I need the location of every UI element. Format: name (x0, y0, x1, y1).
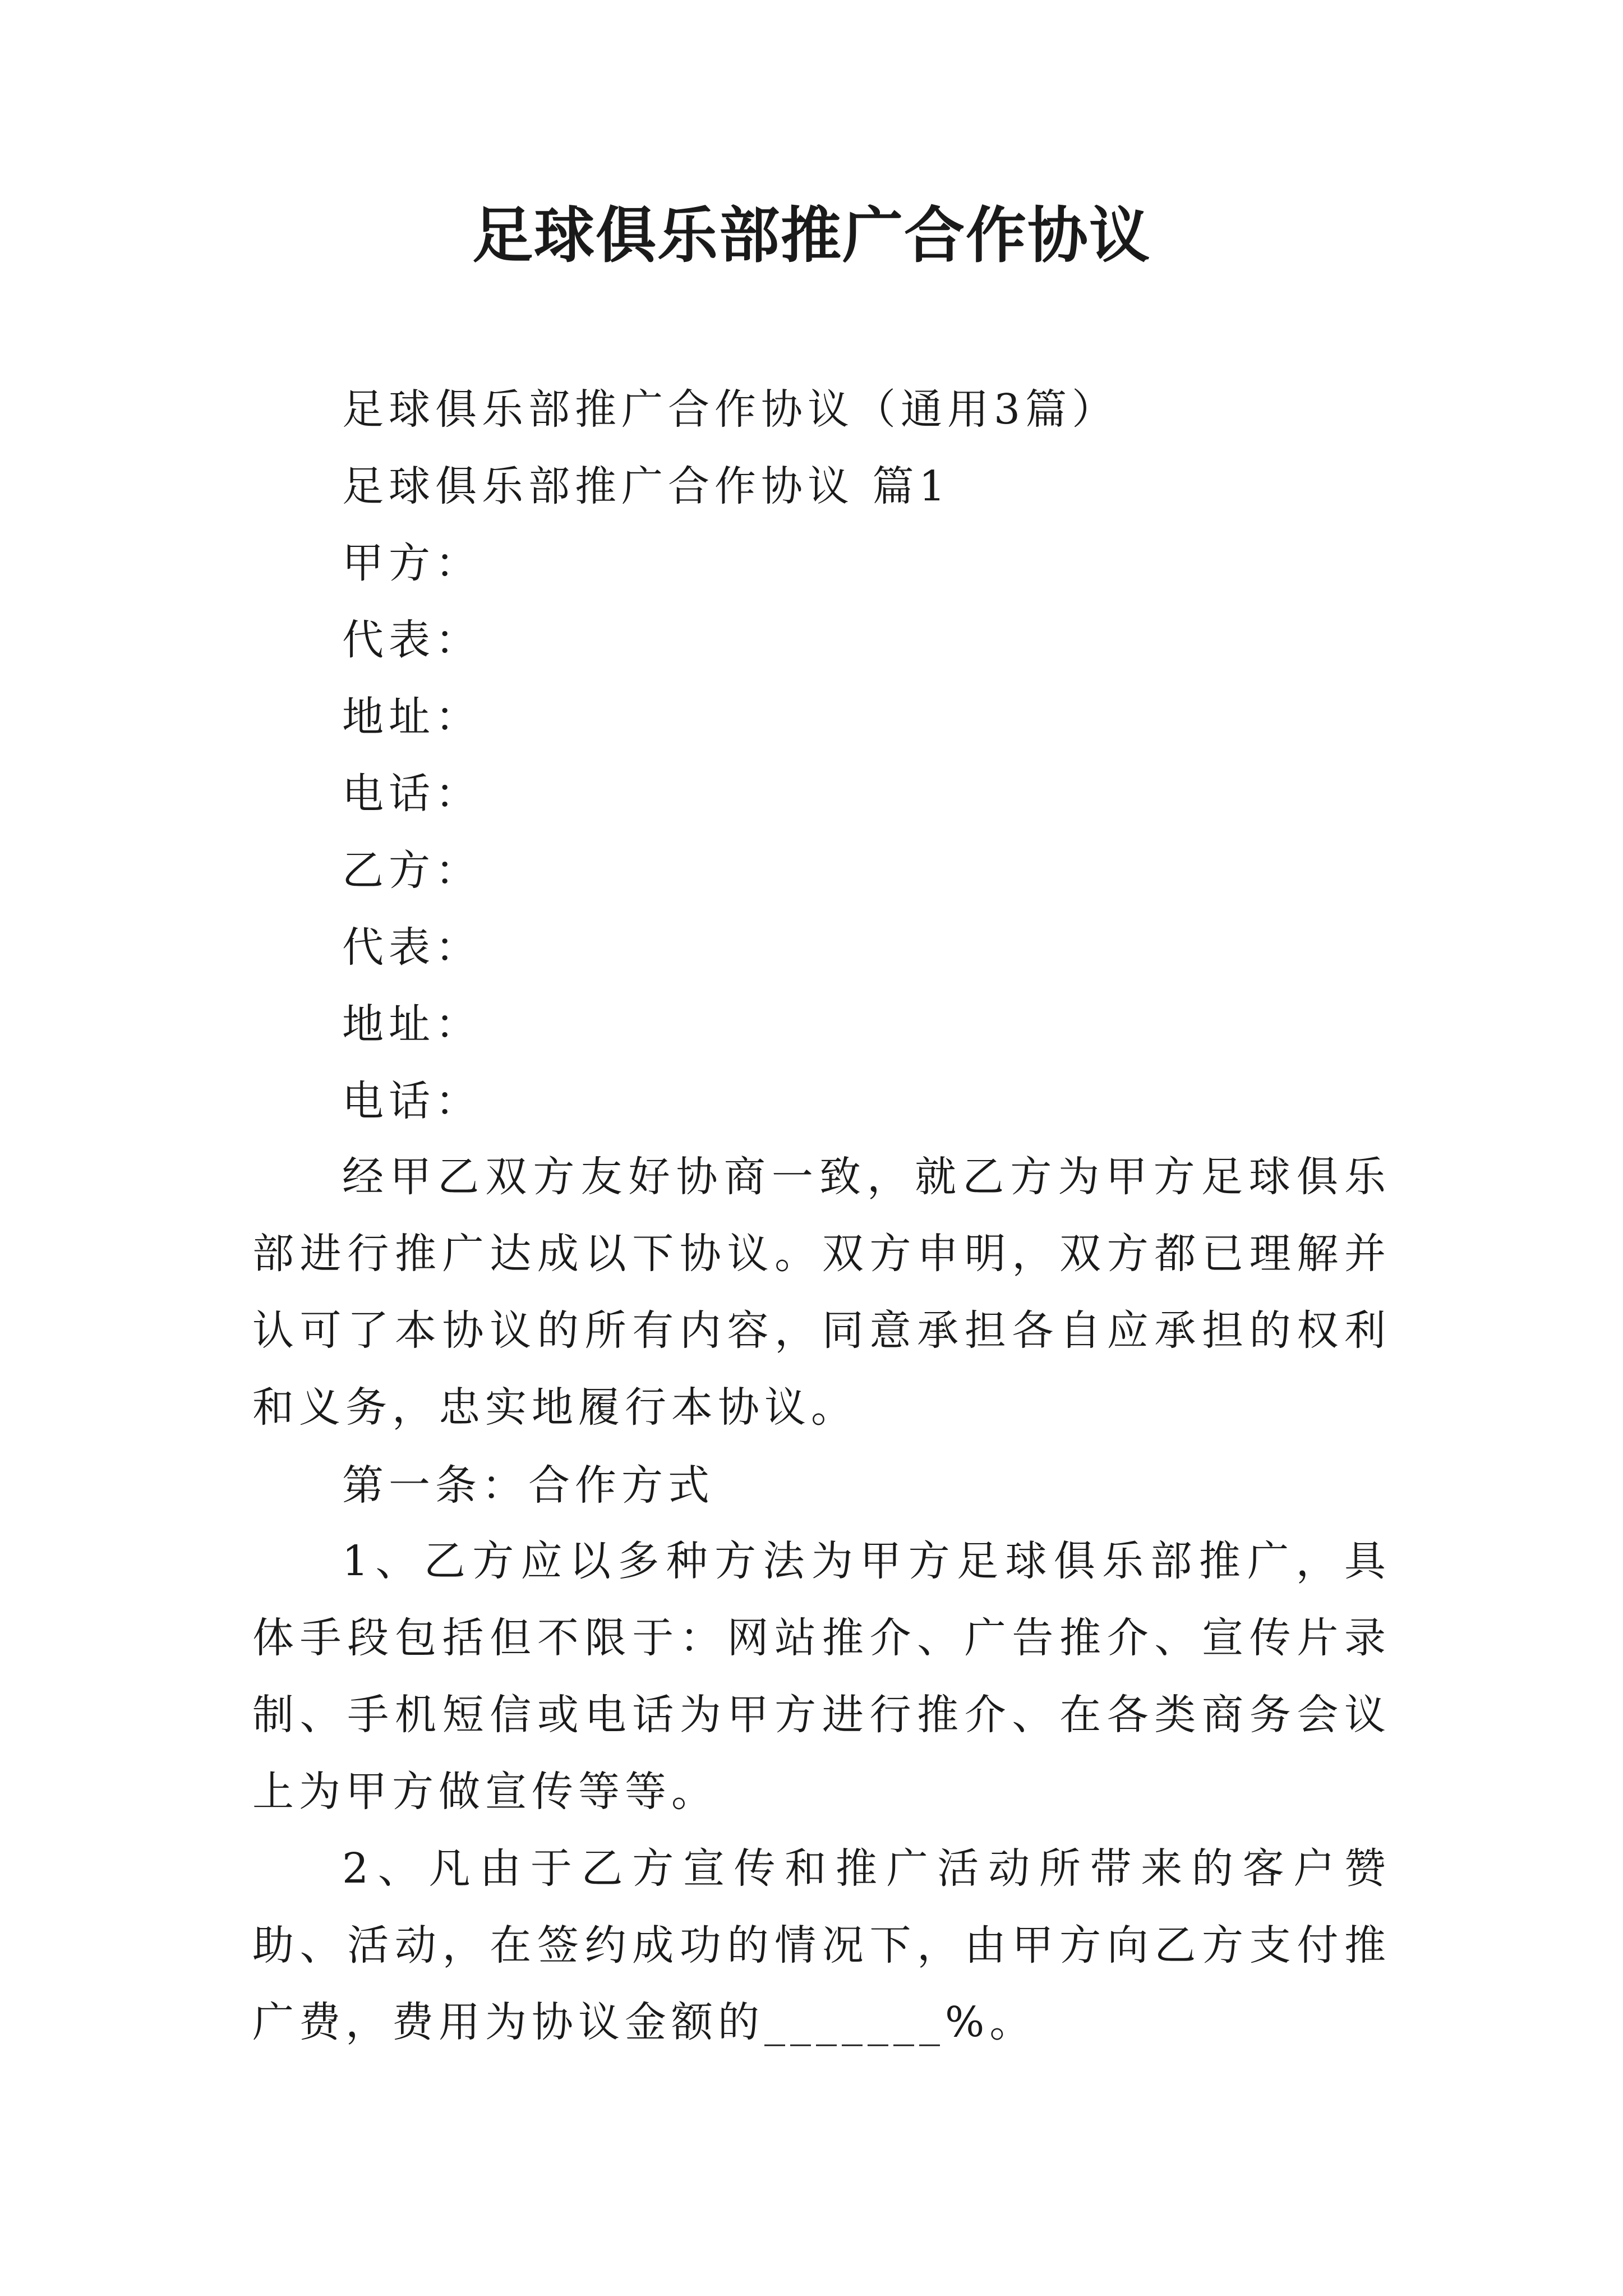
party-a-address-label: 地址： (342, 693, 482, 741)
clause-2-paragraph: 2、凡由于乙方宣传和推广活动所带来的客户赞助、活动，在签约成功的情况下，由甲方向乙方支付推广费，费用为协议金额的_______%。 (252, 1844, 1391, 2046)
article-1-heading: 第一条：合作方式 (342, 1461, 714, 1510)
party-a-phone-label: 电话： (342, 770, 482, 818)
party-a-label: 甲方： (342, 539, 482, 587)
party-b-representative-label: 代表： (342, 923, 482, 972)
document-title: 足球俱乐部推广合作协议 (472, 200, 1151, 271)
clause-1-paragraph: 1、乙方应以多种方法为甲方足球俱乐部推广，具体手段包括但不限于：网站推介、广告推介、宣传片录制、手机短信或电话为甲方进行推介、在各类商务会议上为甲方做宣传等等。 (252, 1537, 1391, 1816)
chapter-heading: 足球俱乐部推广合作协议 篇1 (342, 462, 951, 510)
intro-paragraph: 经甲乙双方友好协商一致，就乙方为甲方足球俱乐部进行推广达成以下协议。双方申明，双方都已理解并认可了本协议的所有内容，同意承担各自应承担的权利和义务，忠实地履行本协议。 (252, 1153, 1391, 1432)
document-subtitle: 足球俱乐部推广合作协议（通用3篇） (342, 385, 1119, 434)
party-b-label: 乙方： (342, 846, 482, 895)
party-b-address-label: 地址： (342, 1000, 482, 1048)
party-b-phone-label: 电话： (342, 1077, 482, 1125)
party-a-representative-label: 代表： (342, 616, 482, 664)
